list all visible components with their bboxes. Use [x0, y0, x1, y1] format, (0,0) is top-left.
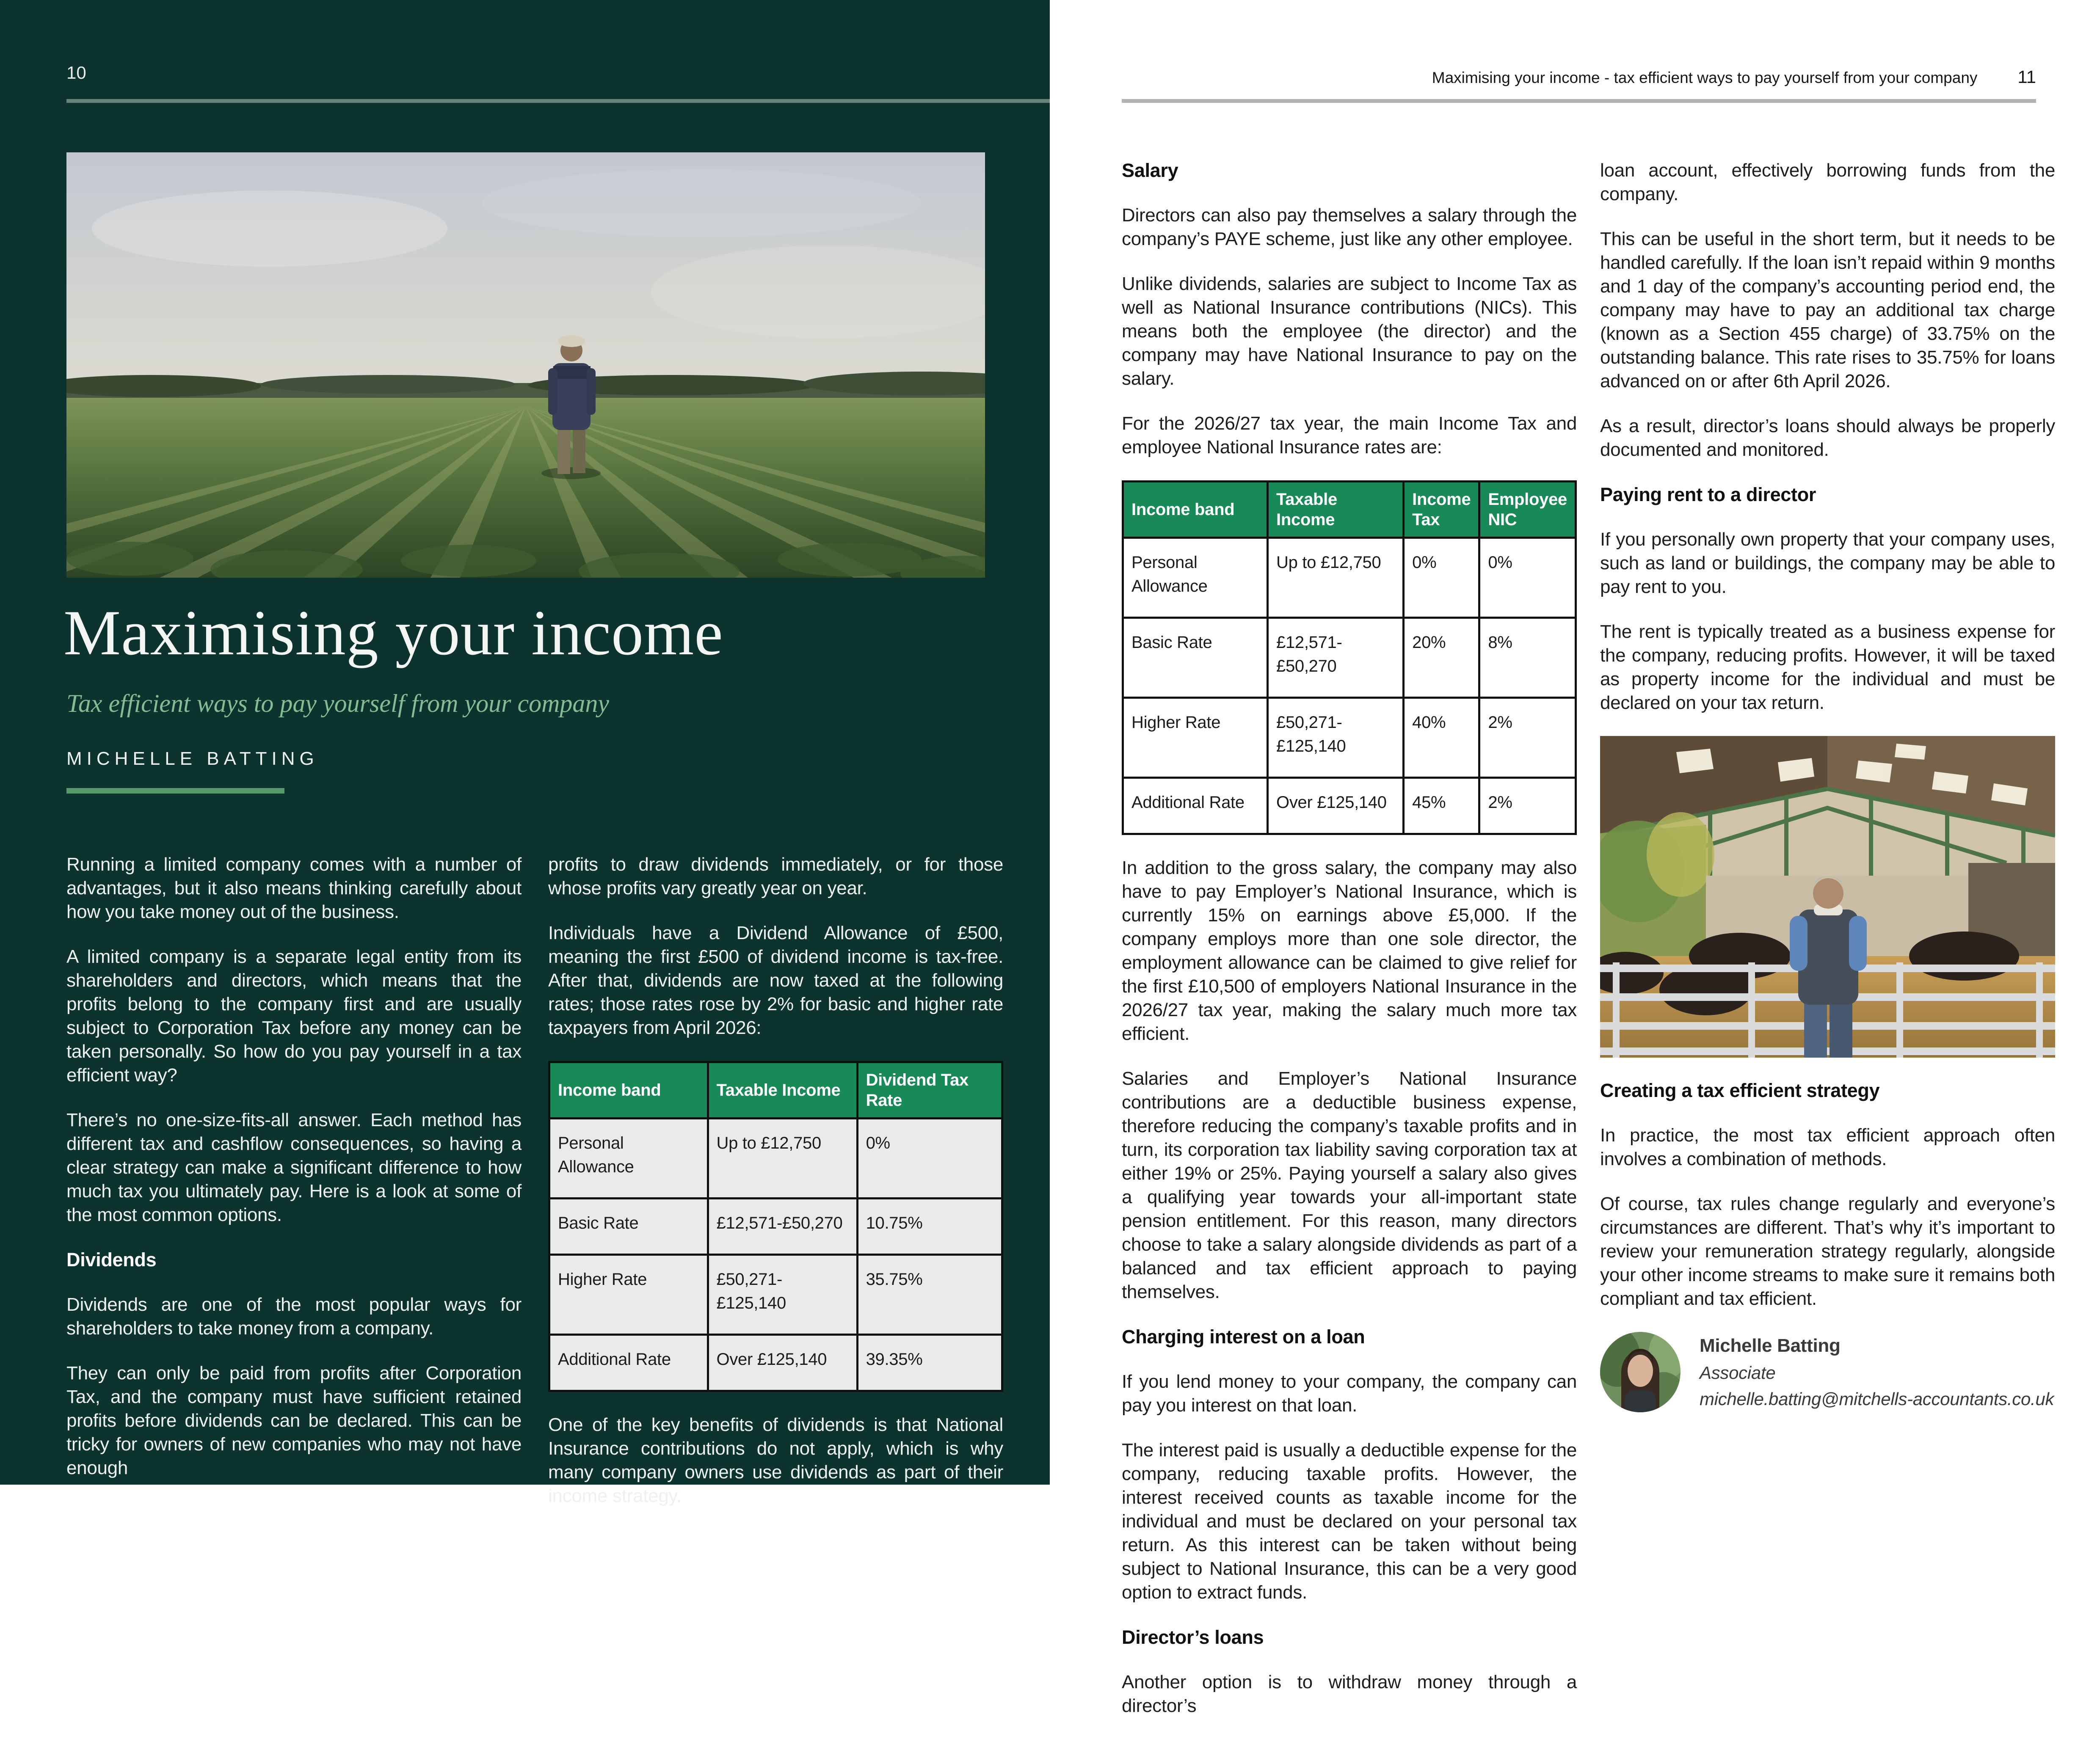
table-cell: 2% — [1479, 698, 1576, 778]
table-cell: Personal Allowance — [1123, 538, 1268, 618]
article-title: Maximising your income — [63, 597, 723, 668]
table-cell: 0% — [1404, 538, 1479, 618]
table-header-cell: Employee NIC — [1479, 482, 1576, 538]
author-role: Associate — [1700, 1363, 1776, 1383]
salary-heading: Salary — [1122, 160, 1178, 181]
right-page-number: 11 — [2017, 67, 2036, 87]
table-cell: Higher Rate — [549, 1255, 708, 1335]
table-cell: 8% — [1479, 618, 1576, 698]
table-cell: Additional Rate — [1123, 778, 1268, 834]
running-header — [1122, 67, 2036, 87]
running-header-title: Maximising your income - tax efficient ways to pay yourself from your company — [1432, 69, 1978, 86]
table-cell: £12,571-£50,270 — [1268, 618, 1404, 698]
table-cell: Over £125,140 — [1268, 778, 1404, 834]
table-header-cell: Income band — [549, 1062, 708, 1119]
table-header-cell: Taxable Income — [1268, 482, 1404, 538]
table-row — [549, 1335, 1002, 1391]
salary-paragraph: In addition to the gross salary, the company may also have to pay Employer’s National Insurance, which is currently 15% on earnings above £5,000. If the company employs more than one sole director, the employment allowance can be claimed to give relief for the first £10,500 of employers National Insurance in the 2026/27 tax year, making the salary much more tax efficient. — [1122, 857, 1577, 1044]
table-cell: Basic Rate — [549, 1199, 708, 1255]
directors-loans-paragraph: As a result, director’s loans should always be properly documented and monitored. — [1600, 416, 2055, 460]
table-row — [1123, 698, 1576, 778]
table-cell: 40% — [1404, 698, 1479, 778]
table-header-cell: Dividend Tax Rate — [857, 1062, 1002, 1119]
strategy-paragraph: In practice, the most tax efficient approach often involves a combination of methods. — [1600, 1125, 2055, 1169]
salary-paragraph: Directors can also pay themselves a salary through the company’s PAYE scheme, just like any other employee. — [1122, 205, 1577, 249]
dividends-paragraph: Dividends are one of the most popular ways for shareholders to take money from a company. — [66, 1294, 522, 1339]
table-header-cell: Taxable Income — [708, 1062, 857, 1119]
left-page-column-2 — [548, 853, 1003, 1529]
table-cell: 35.75% — [857, 1255, 1002, 1335]
directors-loans-paragraph: loan account, effectively borrowing funds from the company. — [1600, 160, 2055, 204]
article-byline: MICHELLE BATTING — [66, 748, 319, 769]
dividends-heading: Dividends — [66, 1249, 157, 1270]
income-tax-nic-table — [1122, 480, 1577, 835]
table-header-cell: Income band — [1123, 482, 1268, 538]
author-avatar — [1600, 1332, 1681, 1412]
charging-interest-paragraph: If you lend money to your company, the company can pay you interest on that loan. — [1122, 1371, 1577, 1416]
table-cell: 2% — [1479, 778, 1576, 834]
charging-interest-paragraph: The interest paid is usually a deductible expense for the company, reducing taxable profits. However, the interest received counts as taxable income for the individual and must be declared on your personal tax return. As this interest can be taken without being subject to National Insurance, this can be a very good option to extract funds. — [1122, 1440, 1577, 1603]
table-cell: £50,271-£125,140 — [708, 1255, 857, 1335]
directors-loans-paragraph: Another option is to withdraw money through a director’s — [1122, 1672, 1577, 1716]
strategy-heading: Creating a tax efficient strategy — [1600, 1080, 1880, 1101]
intro-paragraph: A limited company is a separate legal entity from its shareholders and directors, which means that the profits belong to the company first and are usually subject to Corporation Tax before any money can be taken personally. So how do you pay yourself in a tax efficient way? — [66, 946, 522, 1086]
article-subtitle: Tax efficient ways to pay yourself from your company — [66, 689, 610, 717]
salary-paragraph: Salaries and Employer’s National Insurance contributions are a deductible business expense, therefore reducing the company’s taxable profits and in turn, its corporation tax liability saving corporation tax at either 19% or 25%. Paying yourself a salary also gives a qualifying year towards your all-important state pension entitlement. For this reason, many directors choose to take a salary alongside dividends as part of a balanced and tax efficient approach to paying themselves. — [1122, 1068, 1577, 1302]
table-header-cell: Income Tax — [1404, 482, 1479, 538]
table-cell: 39.35% — [857, 1335, 1002, 1391]
table-cell: £12,571-£50,270 — [708, 1199, 857, 1255]
table-cell: Up to £12,750 — [708, 1119, 857, 1199]
left-page-column-1 — [66, 853, 522, 1501]
dividends-paragraph: One of the key benefits of dividends is that National Insurance contributions do not apply, which is why many company owners use dividends as part of their income strategy. — [548, 1414, 1003, 1506]
table-cell: Additional Rate — [549, 1335, 708, 1391]
table-row — [549, 1199, 1002, 1255]
strategy-paragraph: Of course, tax rules change regularly and everyone’s circumstances are different. That’s why it’s important to review your remuneration strategy regularly, alongside your other income streams to make sure it remains both compliant and tax efficient. — [1600, 1193, 2055, 1309]
table-cell: 20% — [1404, 618, 1479, 698]
table-cell: 45% — [1404, 778, 1479, 834]
dividends-paragraph: They can only be paid from profits after Corporation Tax, and the company must have sufficient retained profits before dividends can be declared. This can be tricky for owners of new companies who may not have enough — [66, 1363, 522, 1478]
table-cell: Up to £12,750 — [1268, 538, 1404, 618]
table-cell: Personal Allowance — [549, 1119, 708, 1199]
table-cell: 0% — [857, 1119, 1002, 1199]
salary-paragraph: Unlike dividends, salaries are subject to Income Tax as well as National Insurance contributions (NICs). This means both the employee (the director) and the company may have National Insurance to pay on the salary. — [1122, 273, 1577, 389]
right-page-column-1 — [1122, 159, 1577, 1739]
directors-loans-heading: Director’s loans — [1122, 1626, 1264, 1648]
field-photo — [66, 152, 985, 578]
table-header-row — [549, 1062, 1002, 1119]
byline-underline-bar — [66, 788, 284, 794]
table-row — [549, 1119, 1002, 1199]
left-page — [0, 0, 1050, 1506]
right-header-rule — [1122, 99, 2036, 103]
right-page-column-2 — [1600, 159, 2055, 1412]
table-row — [549, 1255, 1002, 1335]
paying-rent-heading: Paying rent to a director — [1600, 484, 1816, 505]
dividends-paragraph: profits to draw dividends immediately, or for those whose profits vary greatly year on year. — [548, 854, 1003, 898]
table-cell: Basic Rate — [1123, 618, 1268, 698]
left-header-rule — [66, 99, 1050, 103]
author-name: Michelle Batting — [1700, 1335, 1841, 1356]
dividends-paragraph: Individuals have a Dividend Allowance of £500, meaning the first £500 of dividend income is tax-free. After that, dividends are now taxed at the following rates; those rates rose by 2% for basic and higher rate taxpayers from April 2026: — [548, 923, 1003, 1038]
intro-paragraph: Running a limited company comes with a number of advantages, but it also means thinking carefully about how you take money out of the business. — [66, 854, 522, 922]
table-cell: £50,271-£125,140 — [1268, 698, 1404, 778]
paying-rent-paragraph: If you personally own property that your company uses, such as land or buildings, the company may be able to pay rent to you. — [1600, 529, 2055, 597]
barn-photo-illustration — [1600, 736, 2055, 1058]
barn-photo — [1600, 736, 2055, 1058]
dividend-tax-table — [548, 1061, 1003, 1392]
table-cell: 0% — [1479, 538, 1576, 618]
directors-loans-paragraph: This can be useful in the short term, but it needs to be handled carefully. If the loan isn’t repaid within 9 months and 1 day of the company’s accounting period end, the company may have to pay an additional tax charge (known as a Section 455 charge) of 33.75% on the outstanding balance. This rate rises to 35.75% for loans advanced on or after 6th April 2026. — [1600, 229, 2055, 391]
author-block — [1600, 1332, 2055, 1412]
author-meta — [1700, 1332, 2054, 1412]
author-email[interactable]: michelle.batting@mitchells-accountants.co.uk — [1700, 1389, 2054, 1409]
table-row — [1123, 538, 1576, 618]
table-row — [1123, 778, 1576, 834]
table-cell: 10.75% — [857, 1199, 1002, 1255]
table-cell: Higher Rate — [1123, 698, 1268, 778]
left-page-number: 10 — [66, 63, 86, 83]
field-photo-illustration — [66, 152, 985, 578]
table-cell: Over £125,140 — [708, 1335, 857, 1391]
charging-interest-heading: Charging interest on a loan — [1122, 1326, 1365, 1348]
paying-rent-paragraph: The rent is typically treated as a business expense for the company, reducing profits. However, it will be taxed as property income for the individual and must be declared on your tax return. — [1600, 621, 2055, 713]
table-row — [1123, 618, 1576, 698]
table-header-row — [1123, 482, 1576, 538]
salary-paragraph: For the 2026/27 tax year, the main Income Tax and employee National Insurance rates are: — [1122, 413, 1577, 457]
intro-paragraph: There’s no one-size-fits-all answer. Each method has different tax and cashflow consequences, so having a clear strategy can make a significant difference to how much tax you ultimately pay. Here is a look at some of the most common options. — [66, 1110, 522, 1225]
